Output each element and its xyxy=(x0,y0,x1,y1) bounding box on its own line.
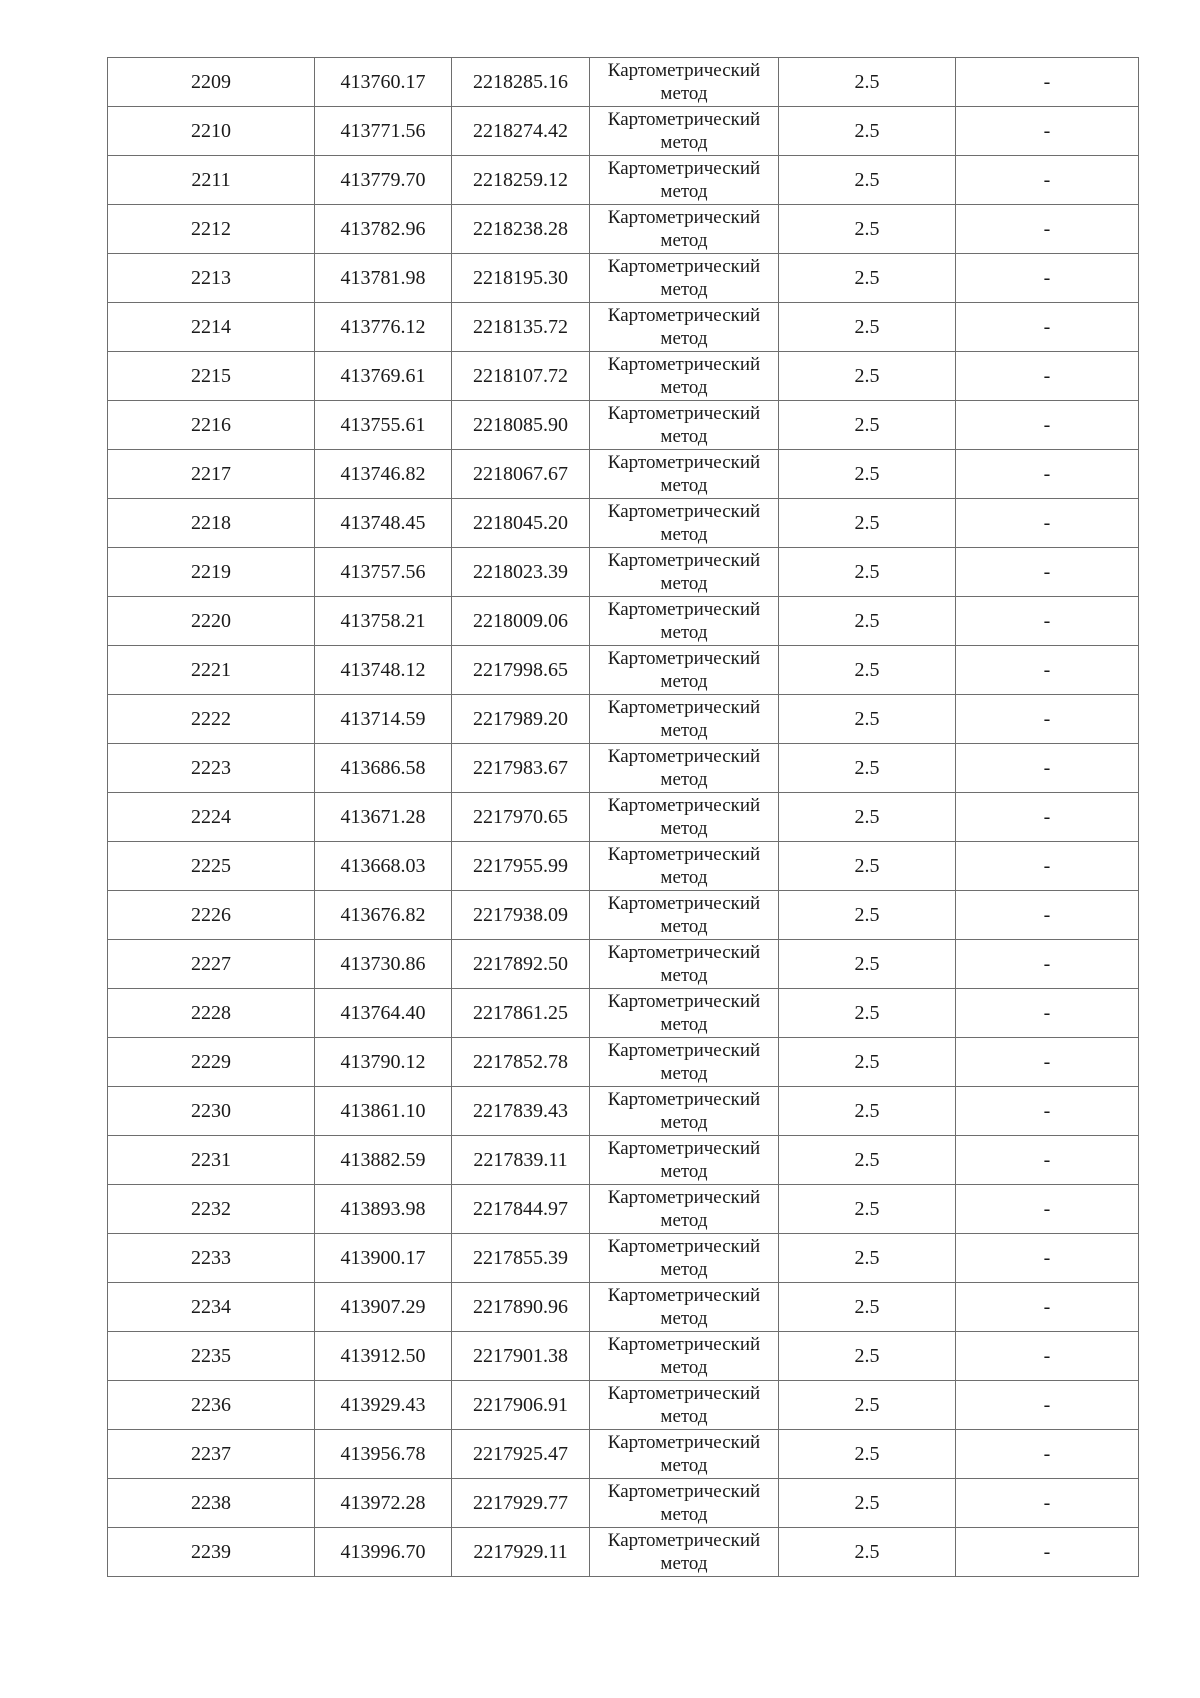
table-row xyxy=(108,499,1139,548)
x-coordinate-cell: 413771.56 xyxy=(315,107,452,156)
table-row xyxy=(108,793,1139,842)
accuracy-cell: 2.5 xyxy=(779,842,956,891)
point-number-cell: 2230 xyxy=(108,1087,315,1136)
point-number-cell: 2238 xyxy=(108,1479,315,1528)
method-text: Картометрический метод xyxy=(607,893,761,937)
accuracy-cell: 2.5 xyxy=(779,1430,956,1479)
y-coordinate-cell: 2217861.25 xyxy=(452,989,590,1038)
y-coordinate-cell: 2217844.97 xyxy=(452,1185,590,1234)
x-coordinate-cell: 413757.56 xyxy=(315,548,452,597)
table-row xyxy=(108,1234,1139,1283)
accuracy-cell: 2.5 xyxy=(779,744,956,793)
x-coordinate-cell: 413972.28 xyxy=(315,1479,452,1528)
table-row xyxy=(108,1479,1139,1528)
x-coordinate-cell: 413882.59 xyxy=(315,1136,452,1185)
x-coordinate-cell: 413781.98 xyxy=(315,254,452,303)
point-number-cell: 2209 xyxy=(108,58,315,107)
accuracy-cell: 2.5 xyxy=(779,1283,956,1332)
point-number-cell: 2221 xyxy=(108,646,315,695)
point-number-cell: 2213 xyxy=(108,254,315,303)
point-number-cell: 2215 xyxy=(108,352,315,401)
table-row xyxy=(108,842,1139,891)
method-text: Картометрический метод xyxy=(607,1187,761,1231)
accuracy-cell: 2.5 xyxy=(779,695,956,744)
point-number-cell: 2229 xyxy=(108,1038,315,1087)
y-coordinate-cell: 2217839.43 xyxy=(452,1087,590,1136)
point-number-cell: 2233 xyxy=(108,1234,315,1283)
table-row xyxy=(108,1528,1139,1577)
table-row xyxy=(108,989,1139,1038)
note-cell: - xyxy=(956,156,1139,205)
coordinates-table xyxy=(107,57,1139,1577)
point-number-cell: 2224 xyxy=(108,793,315,842)
method-text: Картометрический метод xyxy=(607,648,761,692)
note-cell: - xyxy=(956,1528,1139,1577)
method-cell xyxy=(590,744,779,793)
note-cell: - xyxy=(956,1038,1139,1087)
x-coordinate-cell: 413929.43 xyxy=(315,1381,452,1430)
y-coordinate-cell: 2218009.06 xyxy=(452,597,590,646)
note-cell: - xyxy=(956,1234,1139,1283)
y-coordinate-cell: 2218107.72 xyxy=(452,352,590,401)
point-number-cell: 2225 xyxy=(108,842,315,891)
point-number-cell: 2237 xyxy=(108,1430,315,1479)
table-row xyxy=(108,891,1139,940)
accuracy-cell: 2.5 xyxy=(779,548,956,597)
method-cell xyxy=(590,1234,779,1283)
method-cell xyxy=(590,352,779,401)
table-row xyxy=(108,303,1139,352)
method-cell xyxy=(590,499,779,548)
table-row xyxy=(108,695,1139,744)
note-cell: - xyxy=(956,1381,1139,1430)
point-number-cell: 2232 xyxy=(108,1185,315,1234)
method-cell xyxy=(590,107,779,156)
point-number-cell: 2217 xyxy=(108,450,315,499)
method-cell xyxy=(590,1479,779,1528)
note-cell: - xyxy=(956,1479,1139,1528)
note-cell: - xyxy=(956,303,1139,352)
point-number-cell: 2212 xyxy=(108,205,315,254)
y-coordinate-cell: 2218274.42 xyxy=(452,107,590,156)
method-cell xyxy=(590,793,779,842)
x-coordinate-cell: 413760.17 xyxy=(315,58,452,107)
accuracy-cell: 2.5 xyxy=(779,793,956,842)
table-row xyxy=(108,401,1139,450)
table-row xyxy=(108,744,1139,793)
y-coordinate-cell: 2217906.91 xyxy=(452,1381,590,1430)
y-coordinate-cell: 2218259.12 xyxy=(452,156,590,205)
method-cell xyxy=(590,58,779,107)
table-row xyxy=(108,597,1139,646)
method-cell xyxy=(590,891,779,940)
y-coordinate-cell: 2217852.78 xyxy=(452,1038,590,1087)
note-cell: - xyxy=(956,793,1139,842)
x-coordinate-cell: 413671.28 xyxy=(315,793,452,842)
method-text: Картометрический метод xyxy=(607,550,761,594)
y-coordinate-cell: 2217955.99 xyxy=(452,842,590,891)
accuracy-cell: 2.5 xyxy=(779,1332,956,1381)
method-text: Картометрический метод xyxy=(607,1040,761,1084)
method-text: Картометрический метод xyxy=(607,501,761,545)
accuracy-cell: 2.5 xyxy=(779,891,956,940)
x-coordinate-cell: 413730.86 xyxy=(315,940,452,989)
method-cell xyxy=(590,646,779,695)
accuracy-cell: 2.5 xyxy=(779,646,956,695)
point-number-cell: 2222 xyxy=(108,695,315,744)
point-number-cell: 2218 xyxy=(108,499,315,548)
x-coordinate-cell: 413755.61 xyxy=(315,401,452,450)
x-coordinate-cell: 413861.10 xyxy=(315,1087,452,1136)
table-row xyxy=(108,1283,1139,1332)
method-cell xyxy=(590,1283,779,1332)
method-text: Картометрический метод xyxy=(607,1530,761,1574)
point-number-cell: 2214 xyxy=(108,303,315,352)
point-number-cell: 2216 xyxy=(108,401,315,450)
note-cell: - xyxy=(956,1283,1139,1332)
point-number-cell: 2235 xyxy=(108,1332,315,1381)
note-cell: - xyxy=(956,989,1139,1038)
x-coordinate-cell: 413790.12 xyxy=(315,1038,452,1087)
x-coordinate-cell: 413996.70 xyxy=(315,1528,452,1577)
note-cell: - xyxy=(956,450,1139,499)
method-text: Картометрический метод xyxy=(607,1383,761,1427)
accuracy-cell: 2.5 xyxy=(779,1136,956,1185)
accuracy-cell: 2.5 xyxy=(779,940,956,989)
accuracy-cell: 2.5 xyxy=(779,156,956,205)
method-text: Картометрический метод xyxy=(607,844,761,888)
method-cell xyxy=(590,1528,779,1577)
y-coordinate-cell: 2217855.39 xyxy=(452,1234,590,1283)
y-coordinate-cell: 2218045.20 xyxy=(452,499,590,548)
y-coordinate-cell: 2217839.11 xyxy=(452,1136,590,1185)
method-text: Картометрический метод xyxy=(607,207,761,251)
y-coordinate-cell: 2217929.77 xyxy=(452,1479,590,1528)
table-row xyxy=(108,940,1139,989)
method-text: Картометрический метод xyxy=(607,305,761,349)
y-coordinate-cell: 2218195.30 xyxy=(452,254,590,303)
point-number-cell: 2226 xyxy=(108,891,315,940)
method-cell xyxy=(590,940,779,989)
table-row xyxy=(108,1430,1139,1479)
table-row xyxy=(108,548,1139,597)
note-cell: - xyxy=(956,842,1139,891)
table-row xyxy=(108,205,1139,254)
method-cell xyxy=(590,1087,779,1136)
point-number-cell: 2219 xyxy=(108,548,315,597)
accuracy-cell: 2.5 xyxy=(779,352,956,401)
method-text: Картометрический метод xyxy=(607,1285,761,1329)
y-coordinate-cell: 2217892.50 xyxy=(452,940,590,989)
x-coordinate-cell: 413748.45 xyxy=(315,499,452,548)
note-cell: - xyxy=(956,254,1139,303)
accuracy-cell: 2.5 xyxy=(779,58,956,107)
method-text: Картометрический метод xyxy=(607,109,761,153)
x-coordinate-cell: 413776.12 xyxy=(315,303,452,352)
method-cell xyxy=(590,205,779,254)
note-cell: - xyxy=(956,646,1139,695)
accuracy-cell: 2.5 xyxy=(779,1528,956,1577)
note-cell: - xyxy=(956,597,1139,646)
method-text: Картометрический метод xyxy=(607,1089,761,1133)
y-coordinate-cell: 2218238.28 xyxy=(452,205,590,254)
accuracy-cell: 2.5 xyxy=(779,303,956,352)
x-coordinate-cell: 413782.96 xyxy=(315,205,452,254)
method-text: Картометрический метод xyxy=(607,1138,761,1182)
accuracy-cell: 2.5 xyxy=(779,450,956,499)
x-coordinate-cell: 413900.17 xyxy=(315,1234,452,1283)
x-coordinate-cell: 413912.50 xyxy=(315,1332,452,1381)
method-cell xyxy=(590,1185,779,1234)
table-row xyxy=(108,156,1139,205)
point-number-cell: 2227 xyxy=(108,940,315,989)
note-cell: - xyxy=(956,548,1139,597)
method-text: Картометрический метод xyxy=(607,354,761,398)
method-cell xyxy=(590,254,779,303)
method-text: Картометрический метод xyxy=(607,599,761,643)
table-row xyxy=(108,1087,1139,1136)
note-cell: - xyxy=(956,891,1139,940)
accuracy-cell: 2.5 xyxy=(779,1234,956,1283)
accuracy-cell: 2.5 xyxy=(779,499,956,548)
y-coordinate-cell: 2217929.11 xyxy=(452,1528,590,1577)
method-cell xyxy=(590,1136,779,1185)
note-cell: - xyxy=(956,205,1139,254)
method-text: Картометрический метод xyxy=(607,60,761,104)
table-row xyxy=(108,1381,1139,1430)
accuracy-cell: 2.5 xyxy=(779,597,956,646)
table-row xyxy=(108,107,1139,156)
x-coordinate-cell: 413769.61 xyxy=(315,352,452,401)
table-row xyxy=(108,450,1139,499)
point-number-cell: 2228 xyxy=(108,989,315,1038)
point-number-cell: 2211 xyxy=(108,156,315,205)
y-coordinate-cell: 2217970.65 xyxy=(452,793,590,842)
method-text: Картометрический метод xyxy=(607,697,761,741)
method-cell xyxy=(590,1332,779,1381)
y-coordinate-cell: 2217989.20 xyxy=(452,695,590,744)
y-coordinate-cell: 2217998.65 xyxy=(452,646,590,695)
y-coordinate-cell: 2217890.96 xyxy=(452,1283,590,1332)
x-coordinate-cell: 413748.12 xyxy=(315,646,452,695)
x-coordinate-cell: 413746.82 xyxy=(315,450,452,499)
method-text: Картометрический метод xyxy=(607,158,761,202)
note-cell: - xyxy=(956,107,1139,156)
table-row xyxy=(108,1136,1139,1185)
method-cell xyxy=(590,842,779,891)
accuracy-cell: 2.5 xyxy=(779,989,956,1038)
note-cell: - xyxy=(956,940,1139,989)
note-cell: - xyxy=(956,401,1139,450)
table-row xyxy=(108,254,1139,303)
point-number-cell: 2220 xyxy=(108,597,315,646)
note-cell: - xyxy=(956,1332,1139,1381)
point-number-cell: 2231 xyxy=(108,1136,315,1185)
y-coordinate-cell: 2217901.38 xyxy=(452,1332,590,1381)
method-text: Картометрический метод xyxy=(607,1334,761,1378)
method-cell xyxy=(590,597,779,646)
method-cell xyxy=(590,156,779,205)
x-coordinate-cell: 413668.03 xyxy=(315,842,452,891)
note-cell: - xyxy=(956,1087,1139,1136)
table-row xyxy=(108,646,1139,695)
coordinates-table-body xyxy=(108,58,1139,1577)
accuracy-cell: 2.5 xyxy=(779,205,956,254)
method-text: Картометрический метод xyxy=(607,991,761,1035)
method-cell xyxy=(590,695,779,744)
note-cell: - xyxy=(956,352,1139,401)
method-cell xyxy=(590,450,779,499)
y-coordinate-cell: 2217925.47 xyxy=(452,1430,590,1479)
note-cell: - xyxy=(956,1185,1139,1234)
y-coordinate-cell: 2217983.67 xyxy=(452,744,590,793)
method-text: Картометрический метод xyxy=(607,746,761,790)
accuracy-cell: 2.5 xyxy=(779,1185,956,1234)
accuracy-cell: 2.5 xyxy=(779,1479,956,1528)
method-text: Картометрический метод xyxy=(607,1432,761,1476)
x-coordinate-cell: 413676.82 xyxy=(315,891,452,940)
method-cell xyxy=(590,1038,779,1087)
method-cell xyxy=(590,401,779,450)
y-coordinate-cell: 2218067.67 xyxy=(452,450,590,499)
x-coordinate-cell: 413893.98 xyxy=(315,1185,452,1234)
table-row xyxy=(108,1038,1139,1087)
accuracy-cell: 2.5 xyxy=(779,1038,956,1087)
method-text: Картометрический метод xyxy=(607,942,761,986)
table-row xyxy=(108,352,1139,401)
note-cell: - xyxy=(956,695,1139,744)
method-cell xyxy=(590,1381,779,1430)
method-text: Картометрический метод xyxy=(607,1236,761,1280)
point-number-cell: 2236 xyxy=(108,1381,315,1430)
point-number-cell: 2223 xyxy=(108,744,315,793)
accuracy-cell: 2.5 xyxy=(779,1381,956,1430)
method-text: Картометрический метод xyxy=(607,795,761,839)
note-cell: - xyxy=(956,499,1139,548)
method-cell xyxy=(590,303,779,352)
table-row xyxy=(108,1332,1139,1381)
y-coordinate-cell: 2218085.90 xyxy=(452,401,590,450)
method-text: Картометрический метод xyxy=(607,256,761,300)
method-text: Картометрический метод xyxy=(607,403,761,447)
x-coordinate-cell: 413764.40 xyxy=(315,989,452,1038)
table-row xyxy=(108,1185,1139,1234)
note-cell: - xyxy=(956,1136,1139,1185)
accuracy-cell: 2.5 xyxy=(779,401,956,450)
point-number-cell: 2239 xyxy=(108,1528,315,1577)
point-number-cell: 2234 xyxy=(108,1283,315,1332)
method-cell xyxy=(590,548,779,597)
method-text: Картометрический метод xyxy=(607,1481,761,1525)
x-coordinate-cell: 413779.70 xyxy=(315,156,452,205)
table-row xyxy=(108,58,1139,107)
x-coordinate-cell: 413686.58 xyxy=(315,744,452,793)
note-cell: - xyxy=(956,58,1139,107)
note-cell: - xyxy=(956,1430,1139,1479)
x-coordinate-cell: 413758.21 xyxy=(315,597,452,646)
accuracy-cell: 2.5 xyxy=(779,254,956,303)
point-number-cell: 2210 xyxy=(108,107,315,156)
x-coordinate-cell: 413714.59 xyxy=(315,695,452,744)
method-cell xyxy=(590,989,779,1038)
y-coordinate-cell: 2218285.16 xyxy=(452,58,590,107)
x-coordinate-cell: 413956.78 xyxy=(315,1430,452,1479)
y-coordinate-cell: 2218023.39 xyxy=(452,548,590,597)
method-text: Картометрический метод xyxy=(607,452,761,496)
accuracy-cell: 2.5 xyxy=(779,107,956,156)
y-coordinate-cell: 2218135.72 xyxy=(452,303,590,352)
accuracy-cell: 2.5 xyxy=(779,1087,956,1136)
method-cell xyxy=(590,1430,779,1479)
y-coordinate-cell: 2217938.09 xyxy=(452,891,590,940)
x-coordinate-cell: 413907.29 xyxy=(315,1283,452,1332)
note-cell: - xyxy=(956,744,1139,793)
